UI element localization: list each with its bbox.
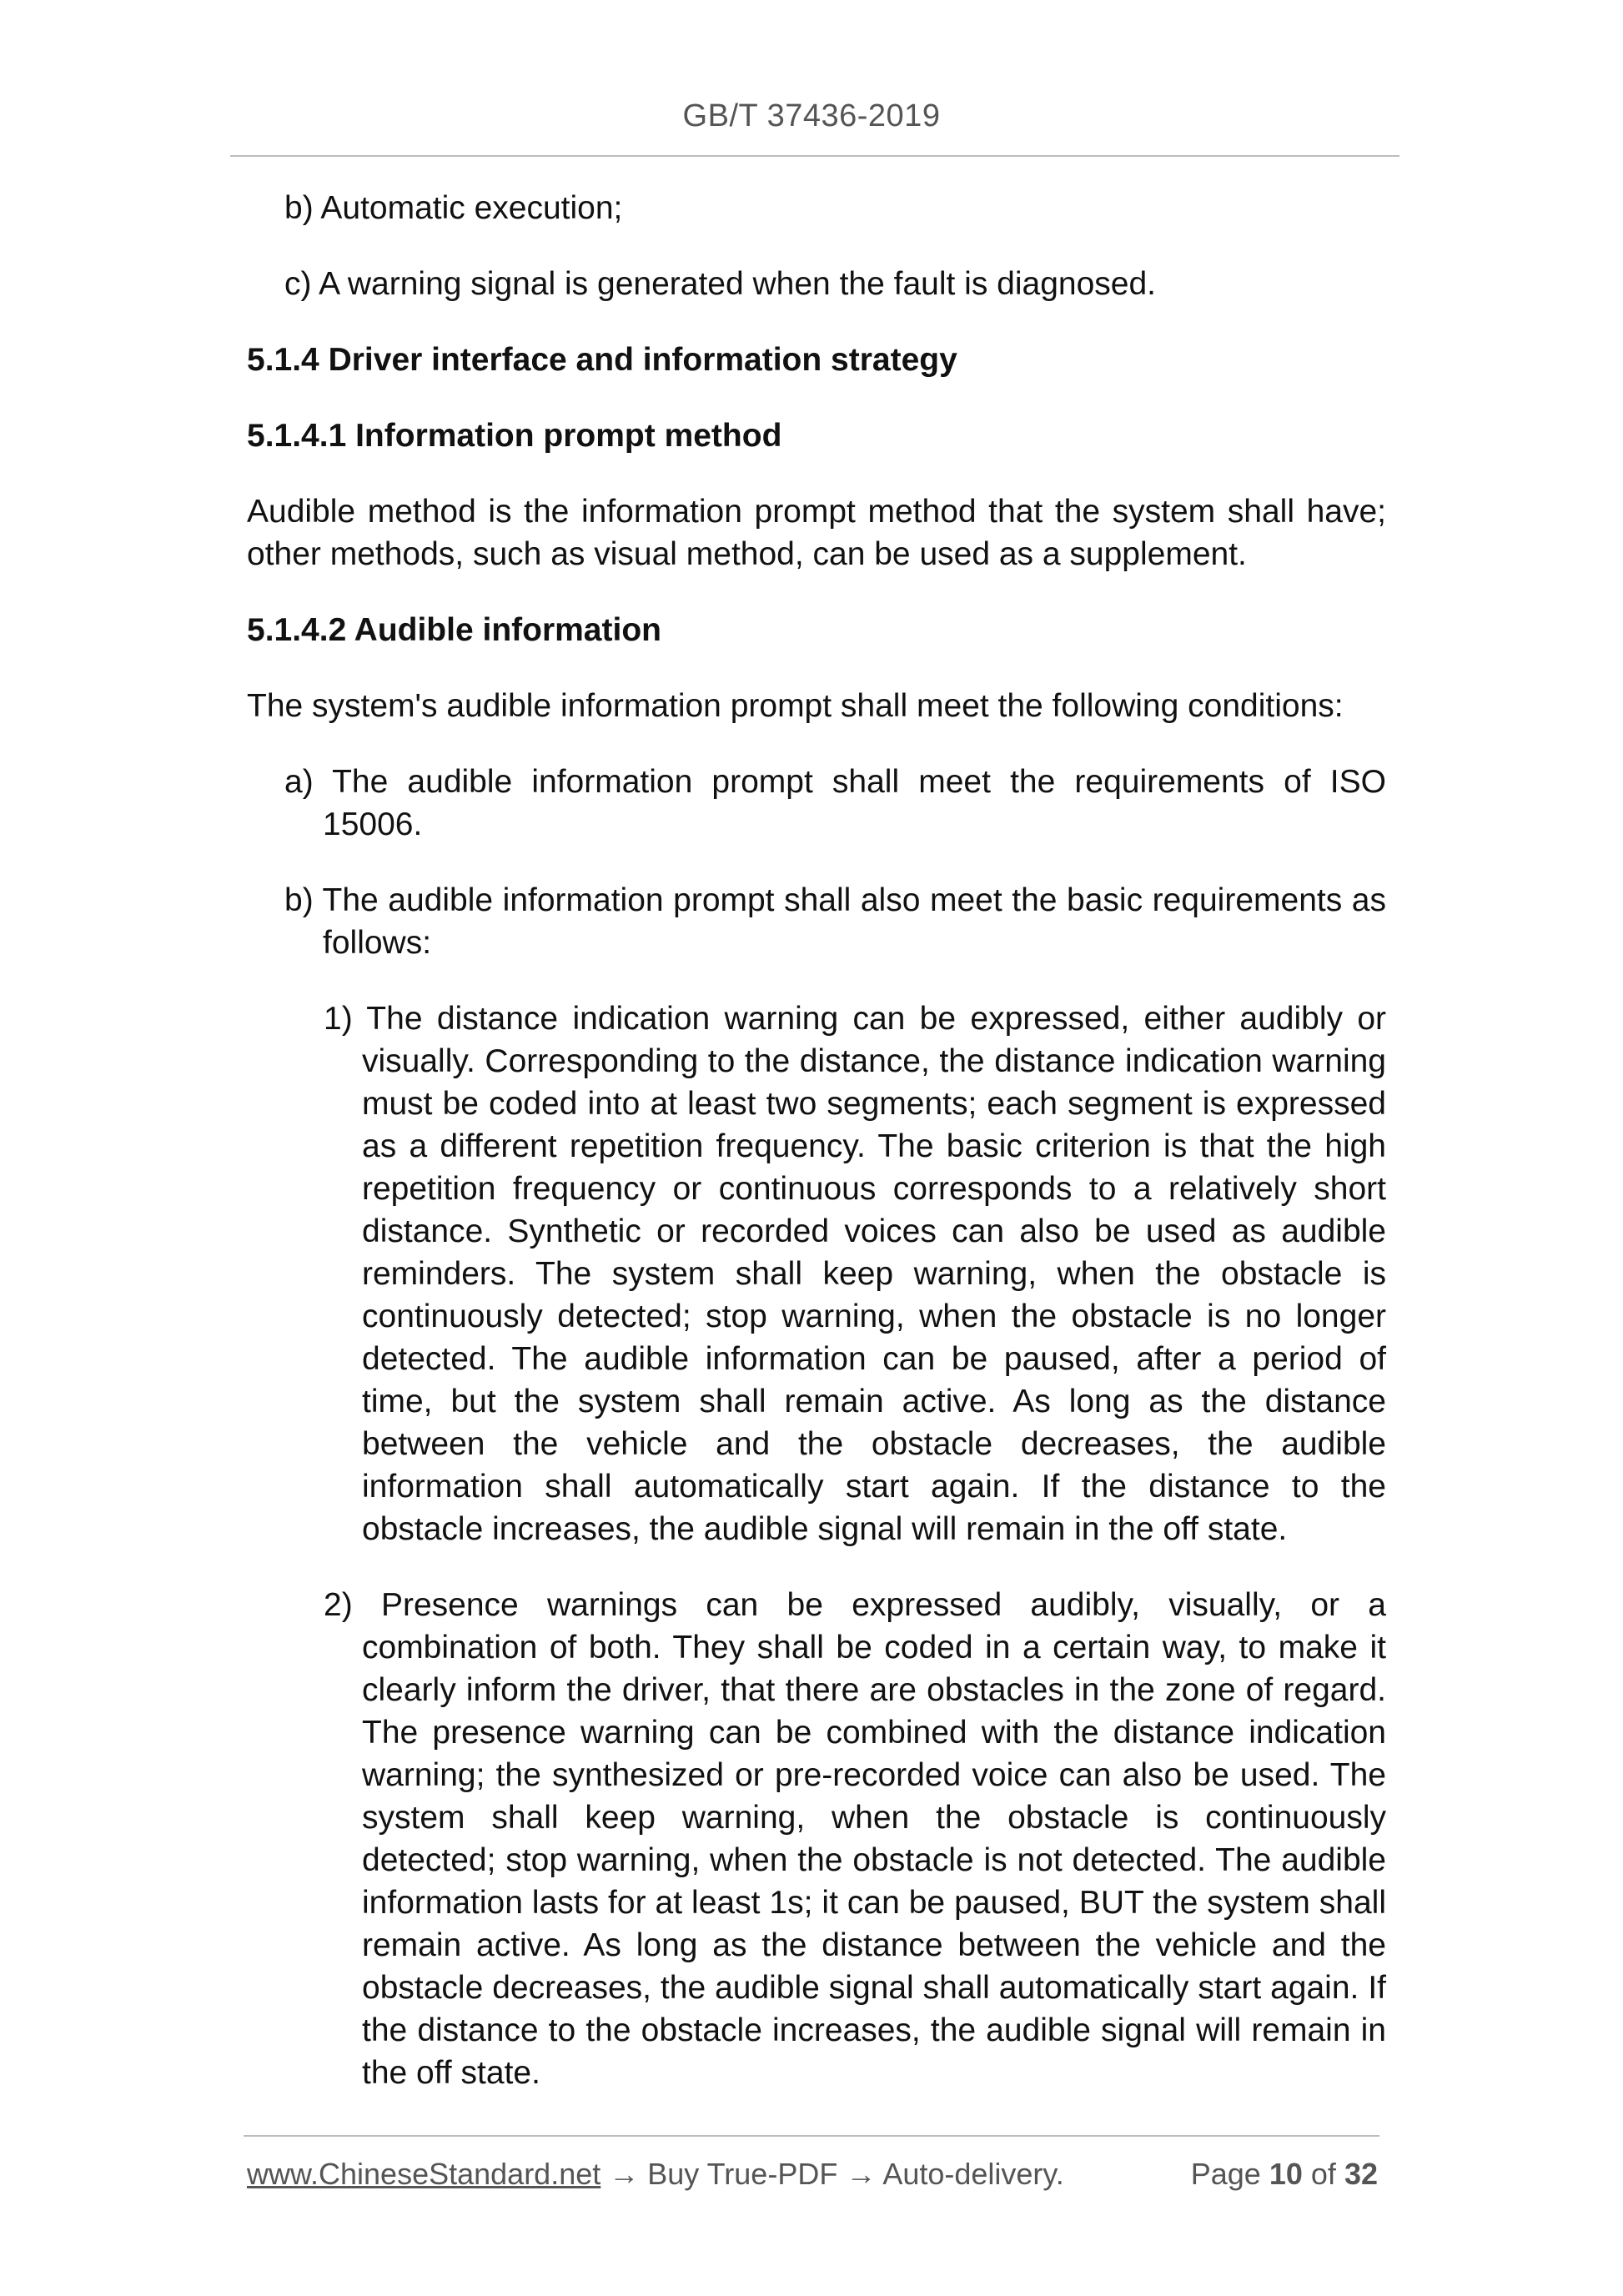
sub-item-2-presence-warnings: 2) Presence warnings can be expressed audibly, visually, or a combination of both. They shall be coded in a certain way, to make it clearly inform the driver, that there are obstacles in the zone of regard. The presence warning can be combined with the distance indication warning; the synthesized or pre-recorded voice can also be used. The system shall keep warning, when the obstacle is continuously detected; stop warning, when the obstacle is not detected. The audible information lasts for at least 1s; it can be paused, BUT the system shall remain active. As long as the distance between the vehicle and the obstacle decreases, the audible signal shall automatically start again. If the distance to the obstacle increases, the audible signal will remain in the off state. [324,1587,1386,2091]
page-of-label: of [1310,2157,1336,2191]
sub-item-1-distance-indication: 1) The distance indication warning can be expressed, either audibly or visually. Corresponding to the distance, the distance indication warning must be coded into at least two segments; each segment is expressed as a different repetition frequency. The basic criterion is that the high repetition frequency or continuous corresponds to a relatively short distance. Synthetic or recorded voices can also be used as audible reminders. The system shall keep warning, when the obstacle is continuously detected; stop warning, when the obstacle is no longer detected. The audible information can be paused, after a period of time, but the system shall remain active. As long as the distance between the vehicle and the obstacle decreases, the audible information shall automatically start again. If the distance to the obstacle increases, the audible signal will remain in the off state. [324,1001,1386,1547]
page-content [247,187,1386,2128]
section-heading-5-1-4: 5.1.4 Driver interface and information strategy [247,342,957,378]
footer-promo [247,2157,1064,2192]
list-item-a-iso-15006: a) The audible information prompt shall meet the requirements of ISO 15006. [284,764,1386,842]
page-number [1191,2157,1378,2192]
paragraph-conditions: The system's audible information prompt shall meet the following conditions: [247,688,1344,724]
footer-promo-text: → Buy True-PDF → Auto-delivery. [600,2157,1064,2191]
paragraph-prompt-method: Audible method is the information prompt method that the system shall have; other methods, such as visual method, can be used as a supplement. [247,494,1386,572]
section-heading-5-1-4-2: 5.1.4.2 Audible information [247,612,661,648]
page-total: 32 [1344,2157,1378,2191]
page-current: 10 [1269,2157,1303,2191]
header-divider [230,155,1399,157]
page-label: Page [1190,2157,1261,2191]
website-link[interactable]: www.ChineseStandard.net [247,2157,601,2191]
list-item-b-automatic-execution: b) Automatic execution; [284,190,623,226]
list-item-b-basic-requirements: b) The audible information prompt shall also meet the basic requirements as follows: [284,882,1386,961]
list-item-c-warning-signal: c) A warning signal is generated when the fault is diagnosed. [284,266,1157,302]
section-heading-5-1-4-1: 5.1.4.1 Information prompt method [247,418,782,454]
footer-divider [244,2135,1379,2137]
header-standard-number: GB/T 37436-2019 [682,98,941,133]
